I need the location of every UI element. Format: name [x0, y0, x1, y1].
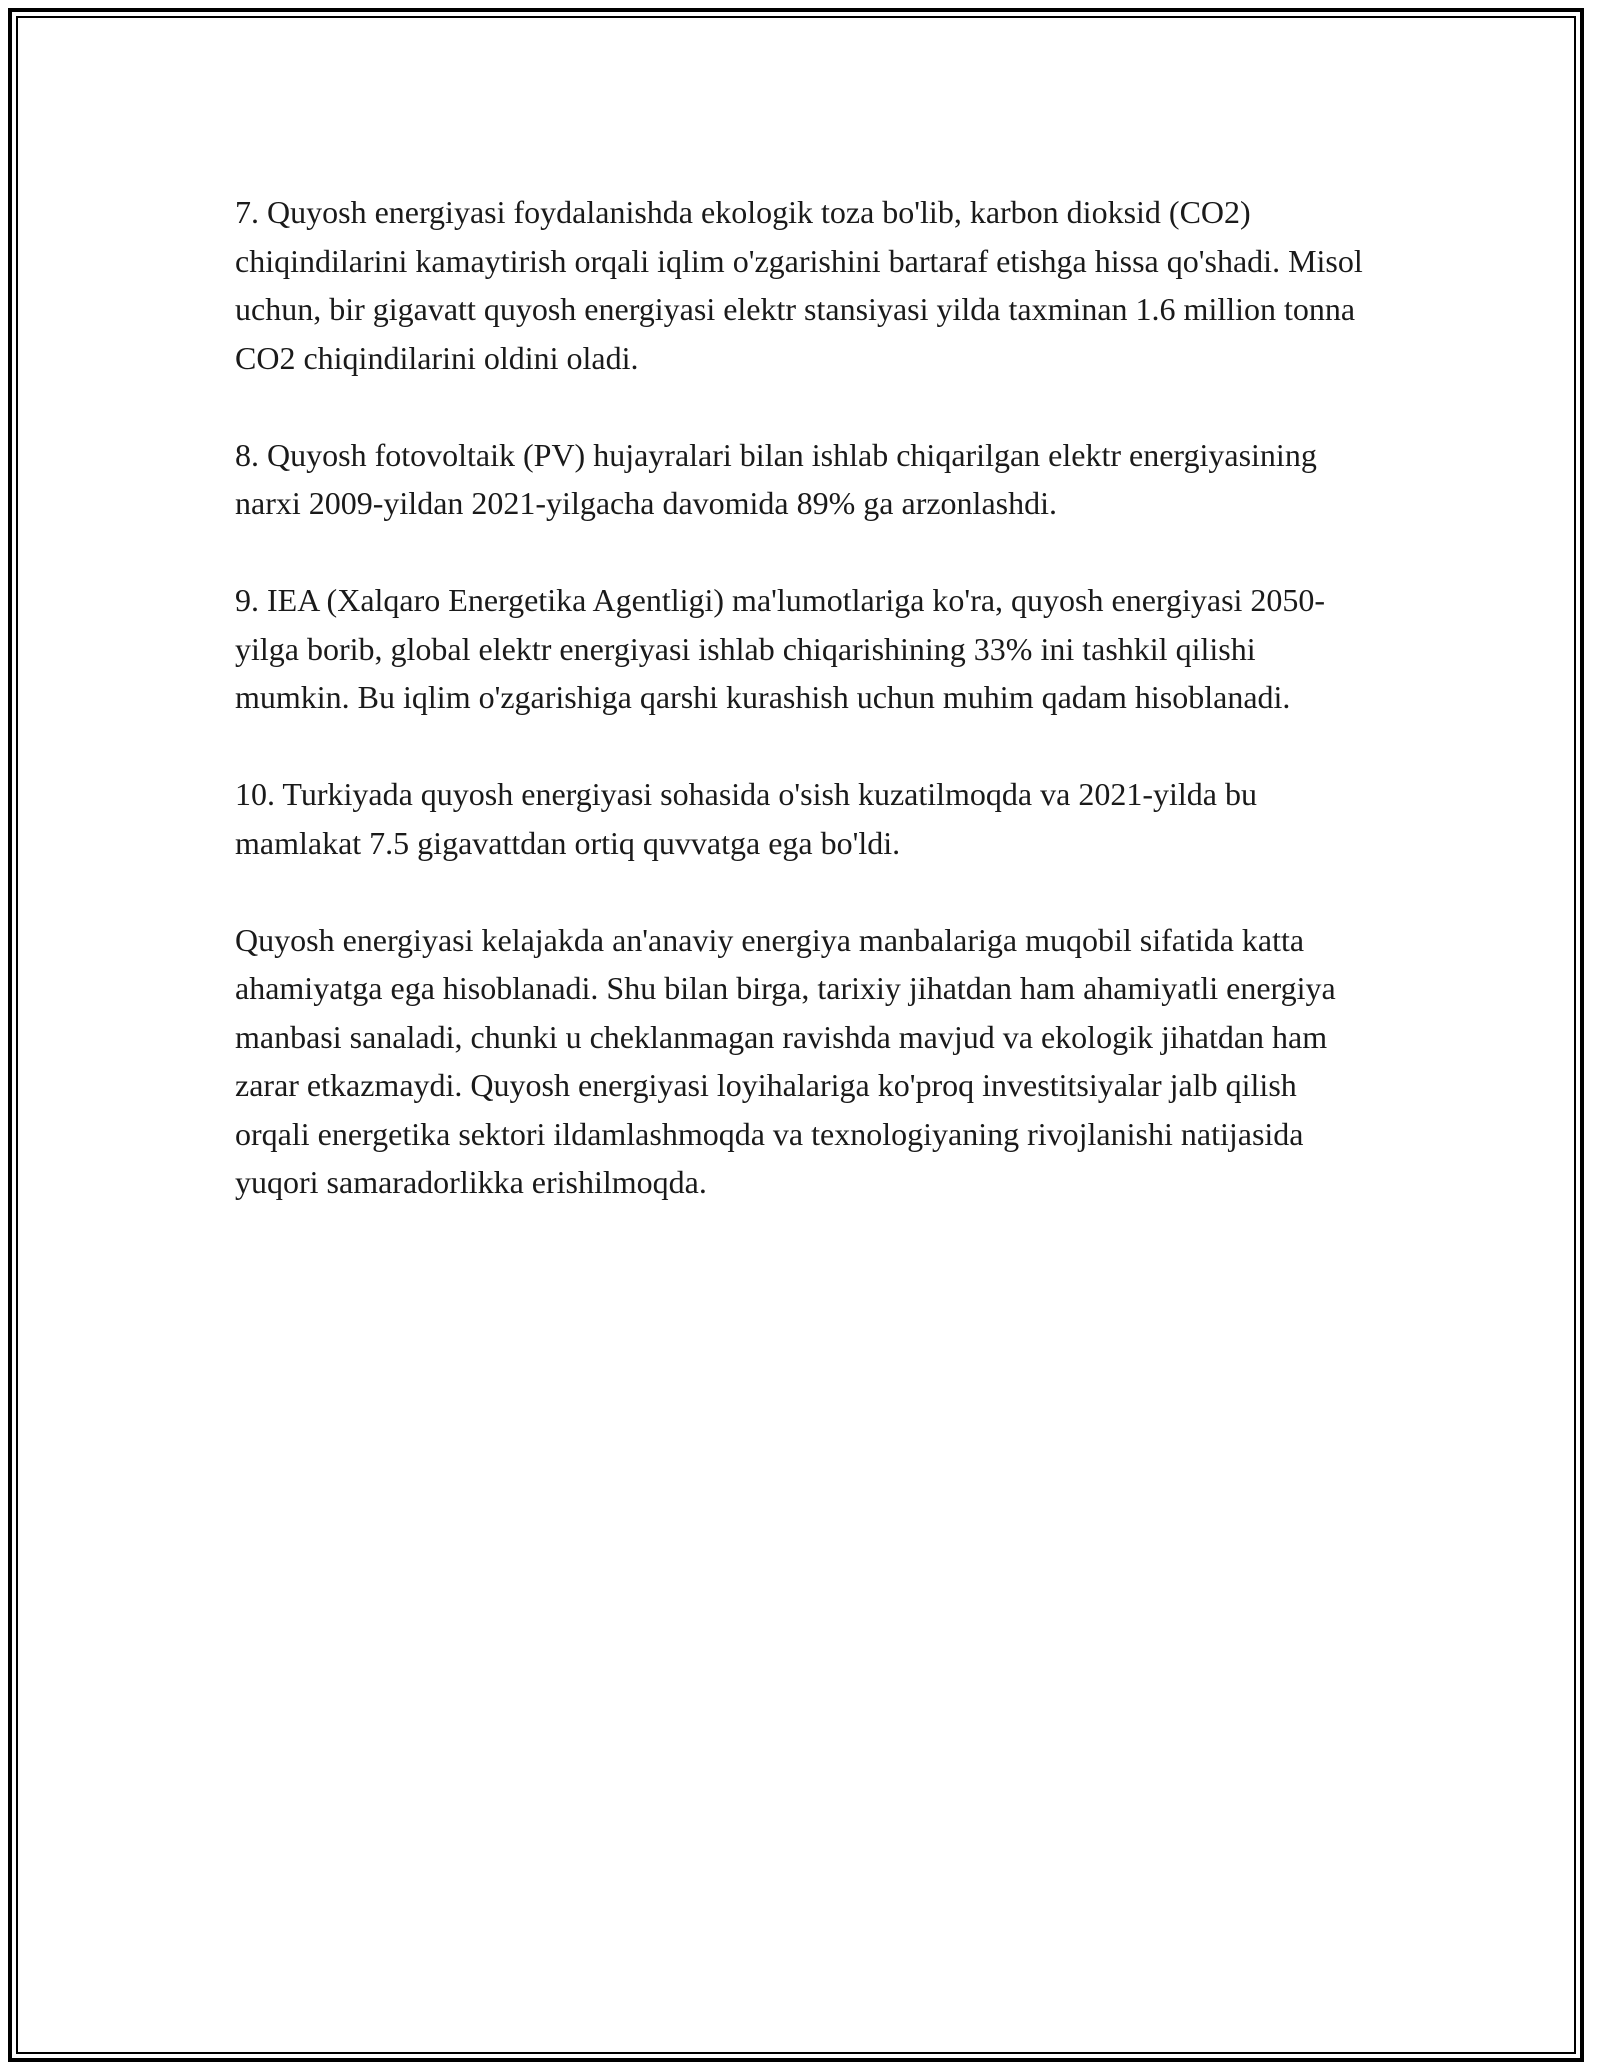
paragraph-item-8: 8. Quyosh fotovoltaik (PV) hujayralari bilan ishlab chiqarilgan elektr energiyasining narxi 2009-yildan 2021-yilgacha davomida 89% ga arzonlashdi.: [235, 436, 1317, 521]
paragraph-item-7: 7. Quyosh energiyasi foydalanishda ekologik toza bo'lib, karbon dioksid (CO2) chiqindilarini kamaytirish orqali iqlim o'zgarishini bartaraf etishga hissa qo'shadi. Misol uchun, bir gigavatt quyosh energiyasi elektr stansiyasi yilda taxminan 1.6 million tonna CO2 chiqindilarini oldini oladi.: [235, 194, 1363, 376]
paragraph-conclusion: Quyosh energiyasi kelajakda an'anaviy energiya manbalariga muqobil sifatida katta ahamiyatga ega hisoblanadi. Shu bilan birga, tarixiy jihatdan ham ahamiyatli energiya manbasi sanaladi, chunki u cheklanmagan ravishda mavjud va ekologik jihatdan ham zarar etkazmaydi. Quyosh energiyasi loyihalariga ko'proq investitsiyalar jalb qilish orqali energetika sektori ildamlashmoqda va texnologiyaning rivojlanishi natijasida yuqori samaradorlikka erishilmoqda.: [235, 921, 1336, 1200]
paragraph-item-10: 10. Turkiyada quyosh energiyasi sohasida o'sish kuzatilmoqda va 2021-yilda bu mamlakat 7.5 gigavattdan ortiq quvvatga ega bo'ldi.: [235, 776, 1257, 861]
document-body: [235, 188, 1375, 1207]
paragraph-item-9: 9. IEA (Xalqaro Energetika Agentligi) ma'lumotlariga ko'ra, quyosh energiyasi 2050-yilga borib, global elektr energiyasi ishlab chiqarishining 33% ini tashkil qilishi mumkin. Bu iqlim o'zgarishiga qarshi kurashish uchun muhim qadam hisoblanadi.: [235, 582, 1326, 715]
